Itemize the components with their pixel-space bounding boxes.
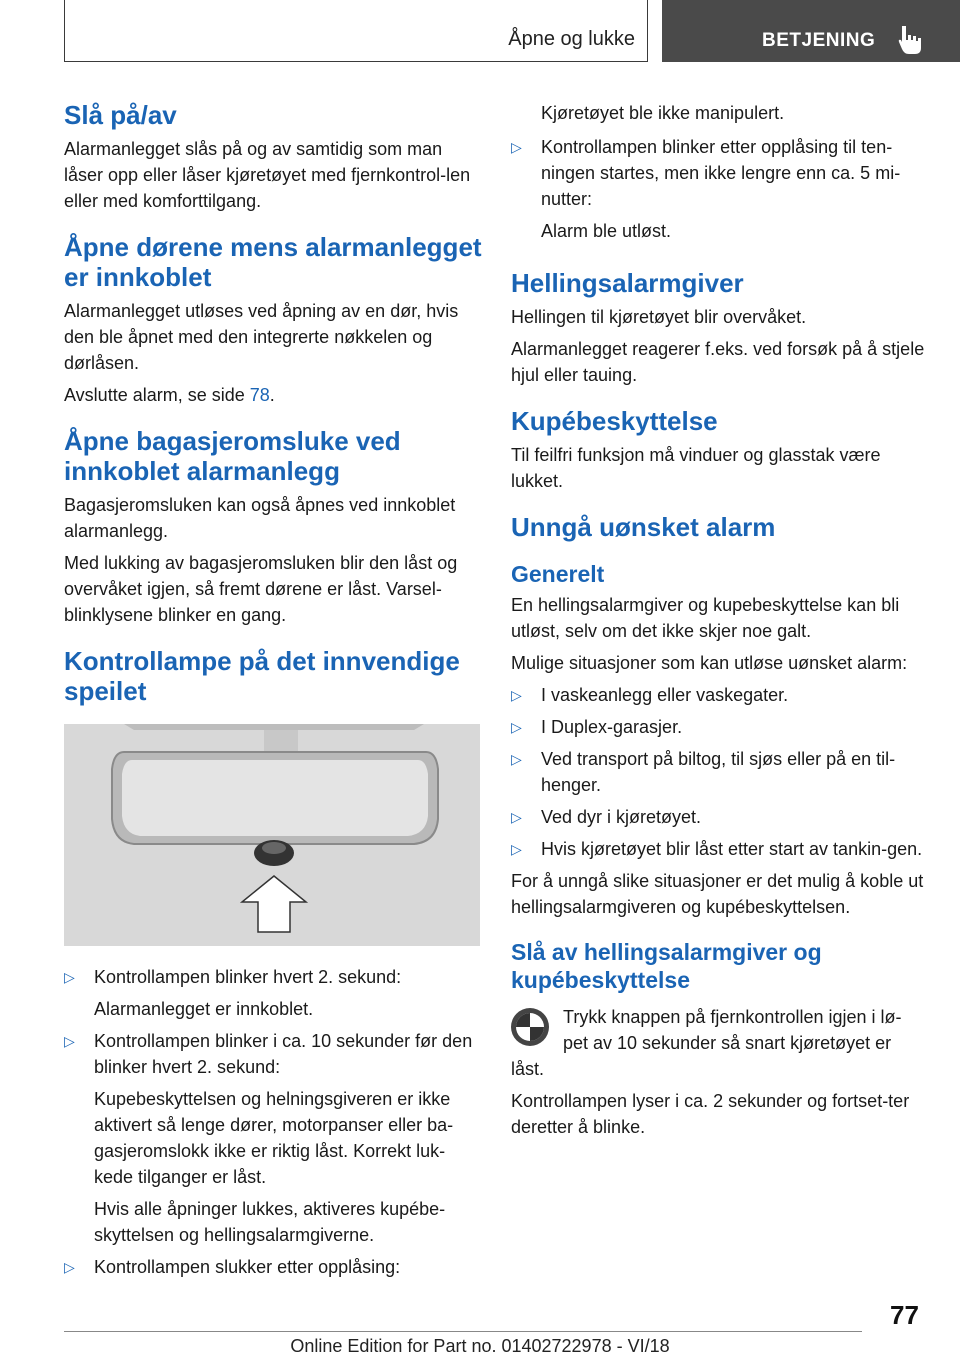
list-subtext: Alarm ble utløst. (541, 221, 672, 241)
heading-sla-pa-av: Slå på/av (64, 100, 177, 130)
paragraph: En hellingsalarmgiver og kupebeskyttelse kan bli utløst, selv om det ikke skjer noe galt. (511, 595, 900, 641)
right-column (511, 100, 925, 1140)
footer-edition: Online Edition for Part no. 01402722978 - VI/18 (290, 1336, 670, 1356)
list-item (511, 714, 925, 740)
footer-divider (64, 1331, 862, 1332)
list-item (511, 682, 925, 708)
text: Avslutte alarm, se side (64, 385, 250, 405)
chapter-label: BETJENING (762, 30, 876, 51)
paragraph-avslutte (64, 382, 484, 408)
triangle-bullet-icon: ▷ (511, 139, 522, 155)
paragraph: Trykk knappen på fjernkontrollen igjen i lø-pet av 10 sekunder så snart kjøretøyet er låst. (511, 1007, 902, 1079)
triangle-bullet-icon: ▷ (511, 809, 522, 825)
heading-kontrollampe: Kontrollampe på det innvendige speilet (64, 646, 460, 706)
section-title: Åpne og lukke (508, 28, 635, 50)
paragraph: Kontrollampen lyser i ca. 2 sekunder og fortset-ter deretter å blinke. (511, 1091, 910, 1137)
text: Ved dyr i kjøretøyet. (541, 807, 702, 827)
text: Hvis kjøretøyet blir låst etter start av tankin-gen. (541, 839, 923, 859)
left-column (64, 100, 484, 1280)
bmw-key-instruction (511, 1004, 925, 1082)
text: I Duplex-garasjer. (541, 717, 683, 737)
list-item (511, 836, 925, 862)
triangle-bullet-icon: ▷ (64, 969, 75, 985)
list-item (511, 746, 925, 798)
heading-apne-bagasjerom: Åpne bagasjeromsluke ved innkoblet alarmanlegg (64, 426, 401, 486)
paragraph: Hellingen til kjøretøyet blir overvåket. (511, 307, 807, 327)
page-number: 77 (890, 1300, 919, 1330)
rearview-mirror-image (64, 724, 480, 946)
paragraph: For å unngå slike situasjoner er det mulig å koble ut hellingsalarmgiveren og kupébeskyttelsen. (511, 871, 924, 917)
heading-apne-dorene: Åpne dørene mens alarmanlegget er innkoblet (64, 232, 482, 292)
paragraph: Alarmanlegget utløses ved åpning av en dør, hvis den ble åpnet med den integrerte nøkkelen og dørlåsen. (64, 301, 459, 373)
header-chapter-tab (662, 0, 960, 62)
triangle-bullet-icon: ▷ (511, 841, 522, 857)
list-subtext: Kjøretøyet ble ikke manipulert. (541, 103, 785, 123)
text: Kontrollampen slukker etter opplåsing: (94, 1257, 401, 1277)
list-item (64, 1254, 484, 1280)
heading-kupebeskyttelse: Kupébeskyttelse (511, 406, 718, 436)
triangle-bullet-icon: ▷ (64, 1259, 75, 1275)
pointing-hand-icon (898, 26, 924, 56)
paragraph: Med lukking av bagasjeromsluken blir den låst og overvåket igjen, så fremt dørene er låst. Varsel-blinklysene blinker en gang. (64, 553, 458, 625)
triangle-bullet-icon: ▷ (64, 1033, 75, 1049)
heading-hellingsalarmgiver: Hellingsalarmgiver (511, 268, 744, 298)
paragraph: Alarmanlegget slås på og av samtidig som man låser opp eller låser kjøretøyet med fjernkontrol-len eller med komforttilgang. (64, 139, 471, 211)
text: Kontrollampen blinker hvert 2. sekund: (94, 967, 402, 987)
list-item (64, 1028, 484, 1080)
text: . (269, 385, 275, 405)
triangle-bullet-icon: ▷ (511, 687, 522, 703)
heading-unnga-alarm: Unngå uønsket alarm (511, 512, 776, 542)
bmw-key-button-icon (511, 1008, 549, 1046)
list-subtext: Hvis alle åpninger lukkes, aktiveres kupébe-skyttelsen og hellingsalarmgiverne. (94, 1199, 446, 1245)
paragraph: Alarmanlegget reagerer f.eks. ved forsøk på å stjele hjul eller tauing. (511, 339, 925, 385)
text: Kontrollampen blinker etter opplåsing til ten-ningen startes, men ikke lengre enn ca. 5 mi-nutter: (541, 137, 901, 209)
heading-sla-av-helling: Slå av hellingsalarmgiver og kupébeskyttelse (511, 939, 822, 993)
text: Ved transport på biltog, til sjøs eller på en til-henger. (541, 749, 896, 795)
paragraph: Til feilfri funksjon må vinduer og glasstak være lukket. (511, 445, 881, 491)
text: I vaskeanlegg eller vaskegater. (541, 685, 789, 705)
paragraph: Mulige situasjoner som kan utløse uønsket alarm: (511, 653, 908, 673)
header-left-box (64, 0, 648, 62)
list-subtext: Kupebeskyttelsen og helningsgiveren er ikke aktivert så lenge dører, motorpanser eller ba-gasjeromslokk ikke er riktig låst. Korrekt luk-kede tilganger er låst. (94, 1089, 454, 1187)
list-item (511, 134, 925, 212)
triangle-bullet-icon: ▷ (511, 719, 522, 735)
mirror-illustration (64, 724, 480, 946)
triangle-bullet-icon: ▷ (511, 751, 522, 767)
paragraph: Bagasjeromsluken kan også åpnes ved innkoblet alarmanlegg. (64, 495, 456, 541)
page-link[interactable]: 78 (249, 385, 270, 405)
heading-generelt: Generelt (511, 561, 605, 587)
list-item (64, 964, 484, 990)
list-item (511, 804, 925, 830)
list-subtext: Alarmanlegget er innkoblet. (94, 999, 314, 1019)
text: Kontrollampen blinker i ca. 10 sekunder før den blinker hvert 2. sekund: (94, 1031, 473, 1077)
